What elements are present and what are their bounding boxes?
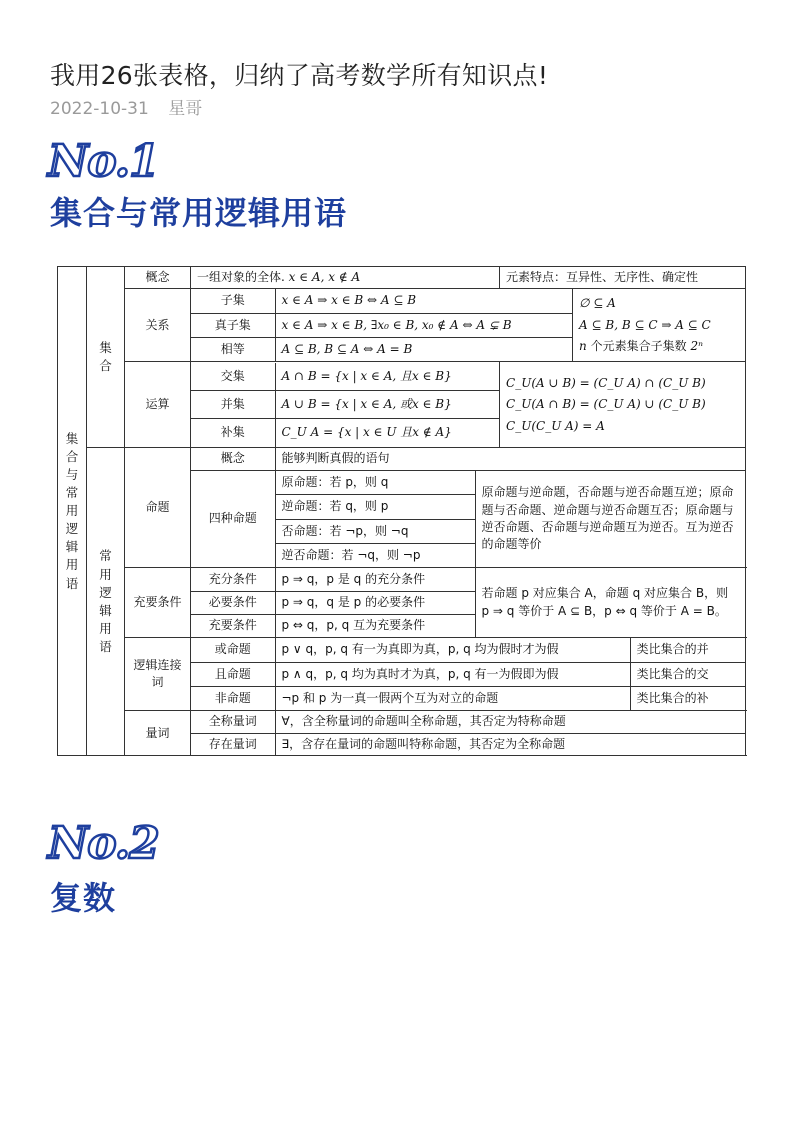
forall-label: 全称量词	[191, 711, 275, 733]
ops-label: 运算	[125, 362, 191, 448]
and-label: 且命题	[191, 662, 275, 686]
intersect-formula: A ∩ B = {x | x ∈ A, 且x ∈ B}	[275, 363, 499, 391]
suff-label: 充分条件	[191, 568, 275, 591]
iff-text: p ⇔ q，p, q 互为充要条件	[275, 614, 475, 637]
outer-label: 集 合 与 常 用 逻 辑 用 语	[58, 267, 87, 756]
or-label: 或命题	[191, 638, 275, 662]
four-props-note: 原命题与逆命题，否命题与逆否命题互逆；原命题与否命题、逆命题与逆否命题互否；原命题与逆否命题、否命题与逆命题互为逆否。互为逆否的命题等价	[475, 470, 745, 567]
prop-concept-text: 能够判断真假的语句	[275, 448, 745, 470]
conn-label: 逻辑连接词	[125, 638, 191, 711]
logic-group-label: 常 用 逻 辑 用 语	[87, 448, 125, 756]
original-prop: 原命题：若 p，则 q	[276, 471, 475, 495]
converse-prop: 逆命题：若 q，则 p	[276, 495, 475, 519]
and-text: p ∧ q，p, q 均为真时才为真，p, q 有一为假即为假	[275, 662, 630, 686]
four-props-label: 四种命题	[191, 470, 275, 567]
article-author: 星哥	[168, 99, 203, 119]
ops-notes: C_U(A ∪ B) = (C_U A) ∩ (C_U B) C_U(A ∩ B) = (C_U A) ∪ (C_U B) C_U(C_U A) = A	[500, 362, 746, 448]
section-heading: 集合与常用逻辑用语	[50, 194, 348, 232]
prop-label: 命题	[125, 448, 191, 568]
proper-subset-label: 真子集	[191, 313, 275, 337]
subset-formula: x ∈ A ⇒ x ∈ B ⇔ A ⊆ B	[275, 289, 572, 313]
union-formula: A ∪ B = {x | x ∈ A, 或x ∈ B}	[275, 391, 499, 419]
contrapositive-prop: 逆否命题：若 ¬q，则 ¬p	[281, 547, 421, 562]
iff-label: 充要条件	[191, 614, 275, 637]
not-note: 类比集合的补	[630, 686, 745, 710]
or-note: 类比集合的并	[630, 638, 745, 662]
set-group-label: 集 合	[87, 267, 125, 448]
nec-text: p ⇒ q，q 是 p 的必要条件	[275, 591, 475, 614]
subset-label: 子集	[191, 289, 275, 313]
article-date: 2022-10-31	[50, 99, 149, 119]
prop-concept-label: 概念	[191, 448, 275, 470]
inverse-prop: 否命题：若 ¬p，则 ¬q	[276, 520, 475, 544]
concept-label: 概念	[125, 267, 191, 289]
quant-label: 量词	[125, 711, 191, 756]
complement-formula: C_U A = {x | x ∈ U 且x ∉ A}	[275, 419, 499, 447]
exists-text: ∃，含存在量词的命题叫特称命题，其否定为全称命题	[275, 733, 745, 755]
cond-note: 若命题 p 对应集合 A，命题 q 对应集合 B，则 p ⇒ q 等价于 A ⊆ B，p ⇔ q 等价于 A = B。	[475, 568, 745, 637]
equal-formula: A ⊆ B, B ⊆ A ⇔ A = B	[275, 337, 572, 361]
intersect-label: 交集	[191, 363, 275, 391]
union-label: 并集	[191, 391, 275, 419]
or-text: p ∨ q，p, q 有一为真即为真，p, q 均为假时才为假	[275, 638, 630, 662]
proper-subset-formula: x ∈ A ⇒ x ∈ B, ∃x₀ ∈ B, x₀ ∉ A ⇔ A ⊊ B	[275, 313, 572, 337]
section-number: No.1	[48, 136, 159, 187]
article-title: 我用26张表格，归纳了高考数学所有知识点!	[50, 61, 549, 90]
not-label: 非命题	[191, 686, 275, 710]
concept-definition: 一组对象的全体. x ∈ A, x ∉ A	[191, 267, 500, 289]
relation-label: 关系	[125, 289, 191, 362]
exists-label: 存在量词	[191, 733, 275, 755]
suff-text: p ⇒ q，p 是 q 的充分条件	[275, 568, 475, 591]
section-number-2: No.2	[48, 818, 159, 869]
article-meta	[50, 94, 216, 119]
section-heading-2: 复数	[50, 879, 117, 917]
concept-feature: 元素特点：互异性、无序性、确定性	[500, 267, 746, 289]
equal-label: 相等	[191, 337, 275, 361]
knowledge-table	[57, 266, 746, 756]
complement-label: 补集	[191, 419, 275, 447]
cond-label: 充要条件	[125, 568, 191, 638]
nec-label: 必要条件	[191, 591, 275, 614]
not-text: ¬p 和 p 为一真一假两个互为对立的命题	[275, 686, 630, 710]
relation-notes: ∅ ⊆ A A ⊆ B, B ⊆ C ⇒ A ⊆ C n 个元素集合子集数 2ⁿ	[573, 289, 746, 362]
and-note: 类比集合的交	[630, 662, 745, 686]
forall-text: ∀，含全称量词的命题叫全称命题，其否定为特称命题	[275, 711, 745, 733]
